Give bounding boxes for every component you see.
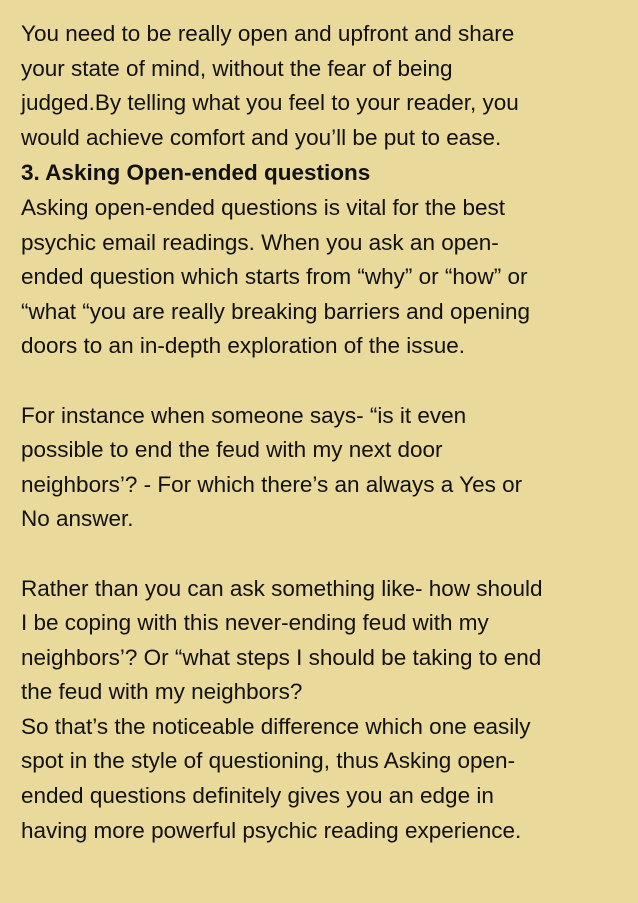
section-heading: 3. Asking Open-ended questions <box>21 160 371 186</box>
body-paragraph-4: So that’s the noticeable difference which one easily spot in the style of questioning, thus Asking open- ended questions definitely gives you an edge in having more powerful psychic reading experience. <box>21 713 531 843</box>
paragraph-spacer <box>21 364 624 399</box>
body-paragraph-2: For instance when someone says- “is it even possible to end the feud with my next door neighbors’? - For which there’s an always a Yes or No answer. <box>21 402 523 532</box>
intro-paragraph: You need to be really open and upfront and share your state of mind, without the fear of being judged.By telling what you feel to your reader, you would achieve comfort and you’ll be put to ease. <box>21 21 519 150</box>
paragraph-spacer <box>21 537 624 572</box>
body-paragraph-3: Rather than you can ask something like- how should I be coping with this never-ending feud with my neighbors’? Or “what steps I should be taking to end the feud with my neighbors? <box>21 575 543 705</box>
body-paragraph-1: Asking open-ended questions is vital for the best psychic email readings. When you ask an open- ended question which starts from “why” or “how” or “what “you are really breaking barriers and opening doors to an in-depth exploration of the issue. <box>21 194 531 359</box>
